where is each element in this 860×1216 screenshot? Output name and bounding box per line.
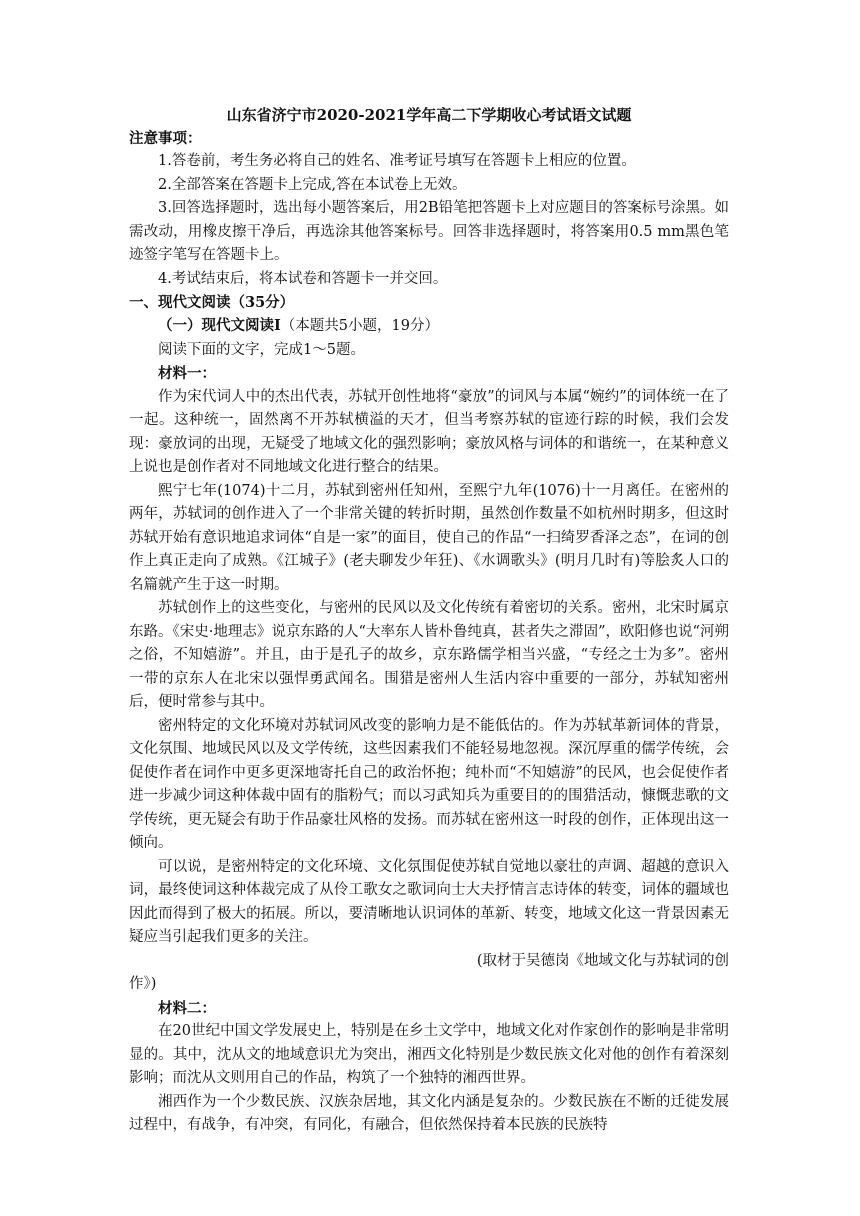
notice-item: 3.回答选择题时，选出每小题答案后，用2B铅笔把答题卡上对应题目的答案标号涂黑。如需改动，用橡皮擦干净后，再选涂其他答案标号。回答非选择题时，将答案用0.5 mm黑色笔迹签字笔写在答题卡上。 bbox=[129, 200, 729, 263]
section-heading: 一、现代文阅读（35分） bbox=[129, 294, 295, 311]
paragraph: 湘西作为一个少数民族、汉族杂居地，其文化内涵是复杂的。少数民族在不断的迁徙发展过程中，有战争，有冲突，有同化，有融合，但依然保持着本民族的民族特 bbox=[129, 1093, 729, 1133]
page-title: 山东省济宁市2020-2021学年高二下学期收心考试语文试题 bbox=[226, 106, 632, 124]
paragraph: 作为宋代词人中的杰出代表，苏轼开创性地将“豪放”的词风与本属“婉约”的词体统一在了一起。这种统一，固然离不开苏轼横溢的天才，但当考察苏轼的宦迹行踪的时候，我们会发现：豪放词的出现，无疑受了地域文化的强烈影响；豪放风格与词体的和谐统一，在某种意义上说也是创作者对不同地域文化进行整合的结果。 bbox=[129, 388, 729, 475]
paragraph: 可以说，是密州特定的文化环境、文化氛围促使苏轼自觉地以豪壮的声调、超越的意识入词，最终使词这种体裁完成了从伶工歌女之歌词向士大夫抒情言志诗体的转变，词体的疆域也因此而得到了极大的拓展。所以，要清晰地认识词体的革新、转变，地域文化这一背景因素无疑应当引起我们更多的关注。 bbox=[129, 858, 729, 945]
notice-item: 4.考试结束后，将本试卷和答题卡一并交回。 bbox=[158, 270, 448, 287]
notice-item: 2.全部答案在答题卡上完成,答在本试卷上无效。 bbox=[158, 176, 467, 193]
subsection-title: （一）现代文阅读Ⅰ bbox=[158, 317, 281, 334]
material-label: 材料二： bbox=[158, 999, 216, 1017]
document-page bbox=[129, 104, 729, 1138]
subsection-heading bbox=[129, 314, 729, 339]
paragraph: 熙宁七年(1074)十二月，苏轼到密州任知州，至熙宁九年(1076)十一月离任。在密州的两年，苏轼词的创作进入了一个非常关键的转折时期，虽然创作数量不如杭州时期多，但这时苏轼开始有意识地追求词体“自是一家”的面目，使自己的作品“一扫绮罗香泽之态”，在词的创作上真正走向了成熟。《江城子》(老夫聊发少年狂)、《水调歌头》(明月几时有)等脍炙人口的名篇就产生于这一时期。 bbox=[129, 482, 729, 593]
source-citation-cont: 作》) bbox=[129, 976, 157, 992]
material-label: 材料一： bbox=[158, 365, 216, 382]
paragraph: 在20世纪中国文学发展史上，特别是在乡土文学中，地域文化对作家创作的影响是非常明显的。其中，沈从文的地域意识尤为突出，湘西文化特别是少数民族文化对他的创作有着深刻影响；而沈从文则用自己的作品，构筑了一个独特的湘西世界。 bbox=[129, 1023, 729, 1086]
paragraph: 苏轼创作上的这些变化，与密州的民风以及文化传统有着密切的关系。密州，北宋时属京东路。《宋史·地理志》说京东路的人“大率东人皆朴鲁纯真，甚者失之滞固”，欧阳修也说“河朔之俗，不知嬉游”。并且，由于是孔子的故乡，京东路儒学相当兴盛，“专经之士为多”。密州一带的京东人在北宋以强悍勇武闻名。围猎是密州人生活内容中重要的一部分，苏轼知密州后，便时常参与其中。 bbox=[129, 600, 729, 710]
subsection-note: （本题共5小题，19分） bbox=[280, 318, 439, 334]
paragraph: 密州特定的文化环境对苏轼词风改变的影响力是不能低估的。作为苏轼革新词体的背景，文化氛围、地域民风以及文学传统，这些因素我们不能轻易地忽视。深沉厚重的儒学传统，会促使作者在词作中更多更深地寄托自己的政治怀抱；纯朴而“不知嬉游”的民风，也会促使作者进一步减少词这种体裁中固有的脂粉气；而以习武知兵为重要目的的围猎活动，慷慨悲歌的文学传统，更无疑会有助于作品豪壮风格的发扬。而苏轼在密州这一时段的创作，正体现出这一倾向。 bbox=[129, 717, 729, 851]
notice-heading: 注意事项： bbox=[129, 130, 202, 147]
source-citation: (取材于吴德岗《地域文化与苏轼词的创 bbox=[476, 952, 729, 969]
reading-instruction: 阅读下面的文字，完成1～5题。 bbox=[158, 341, 365, 358]
notice-item: 1.答卷前，考生务必将自己的姓名、准考证号填写在答题卡上相应的位置。 bbox=[158, 153, 636, 169]
